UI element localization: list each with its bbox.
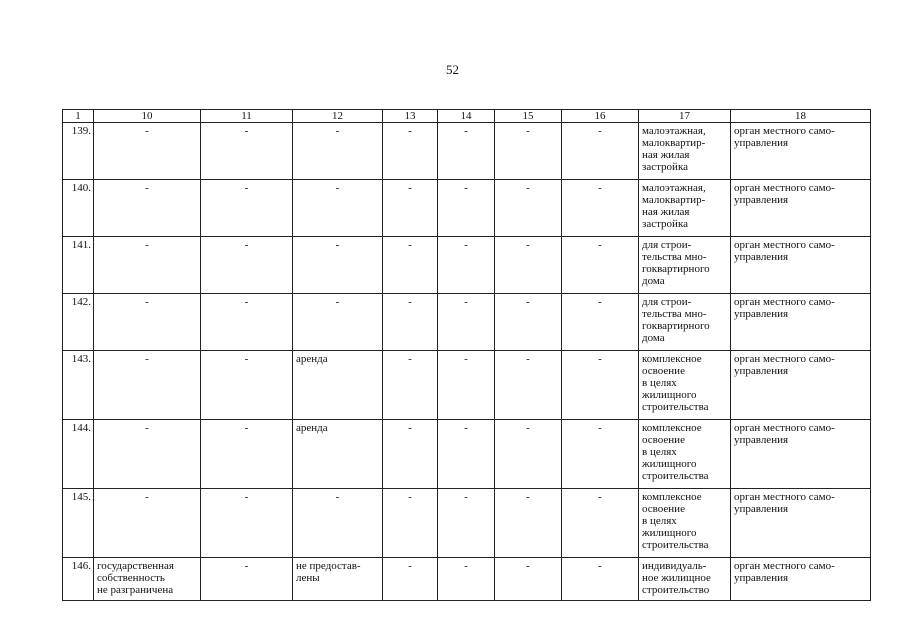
cell-text-line: освоение: [642, 434, 685, 446]
col18-cell: [731, 237, 871, 294]
cell-text-line: управления: [734, 251, 789, 263]
col17-cell: [639, 489, 731, 558]
cell-text-line: в целях: [642, 446, 677, 458]
col11-cell: -: [201, 489, 293, 558]
col16-cell: -: [562, 489, 639, 558]
col11-cell: -: [201, 420, 293, 489]
cell-text-line: комплексное: [642, 491, 702, 503]
col12-cell: -: [293, 180, 383, 237]
cell-text-line: малоэтажная,: [642, 182, 706, 194]
cell-text-line: управления: [734, 308, 789, 320]
cell-text-line: орган местного само-: [734, 296, 835, 308]
row-number-cell: 143.: [63, 351, 94, 420]
col15-cell: -: [495, 237, 562, 294]
cell-text-line: орган местного само-: [734, 422, 835, 434]
col18-cell: [731, 351, 871, 420]
cell-text-line: не разграничена: [97, 584, 174, 596]
cell-text-line: освоение: [642, 503, 685, 515]
col17-cell: [639, 294, 731, 351]
col10-cell: -: [94, 237, 201, 294]
cell-text-line: строительства: [642, 539, 709, 551]
col13-cell: -: [383, 123, 438, 180]
cell-text-line: ная жилая: [642, 149, 690, 161]
row-number-cell: 145.: [63, 489, 94, 558]
col18-cell: [731, 489, 871, 558]
col12-cell: аренда: [293, 351, 383, 420]
row-number-cell: 142.: [63, 294, 94, 351]
col11-cell: -: [201, 180, 293, 237]
column-header-18: 18: [731, 110, 871, 123]
col17-cell: [639, 180, 731, 237]
cell-text-line: жилищного: [642, 527, 697, 539]
table-row: [63, 237, 871, 294]
cell-text-line: дома: [642, 332, 665, 344]
col10-cell: -: [94, 489, 201, 558]
col15-cell: -: [495, 180, 562, 237]
column-header-10: 10: [94, 110, 201, 123]
column-header-14: 14: [438, 110, 495, 123]
cell-text-line: строительства: [642, 470, 709, 482]
col16-cell: -: [562, 420, 639, 489]
row-number-cell: 144.: [63, 420, 94, 489]
col14-cell: -: [438, 294, 495, 351]
column-header-13: 13: [383, 110, 438, 123]
cell-text-line: строительства: [642, 401, 709, 413]
col16-cell: -: [562, 237, 639, 294]
row-number-cell: 141.: [63, 237, 94, 294]
cell-text-line: управления: [734, 572, 789, 584]
cell-text-line: орган местного само-: [734, 239, 835, 251]
cell-text-line: для строи-: [642, 239, 692, 251]
cell-text-line: комплексное: [642, 422, 702, 434]
col13-cell: -: [383, 558, 438, 601]
col12-cell: -: [293, 123, 383, 180]
cell-text-line: орган местного само-: [734, 125, 835, 137]
col16-cell: -: [562, 180, 639, 237]
col12-cell: аренда: [293, 420, 383, 489]
cell-text-line: лены: [296, 572, 320, 584]
cell-text-line: орган местного само-: [734, 560, 835, 572]
row-number-cell: 146.: [63, 558, 94, 601]
cell-text-line: управления: [734, 434, 789, 446]
cell-text-line: орган местного само-: [734, 353, 835, 365]
col17-cell: [639, 237, 731, 294]
cell-text-line: собственность: [97, 572, 165, 584]
cell-text-line: орган местного само-: [734, 182, 835, 194]
cell-text-line: орган местного само-: [734, 491, 835, 503]
row-number-cell: 140.: [63, 180, 94, 237]
cell-text-line: гоквартирного: [642, 320, 710, 332]
table-body: [63, 123, 871, 601]
col13-cell: -: [383, 180, 438, 237]
column-header-17: 17: [639, 110, 731, 123]
column-header-1: 1: [63, 110, 94, 123]
col10-cell: -: [94, 420, 201, 489]
cell-text-line: управления: [734, 365, 789, 377]
col15-cell: -: [495, 489, 562, 558]
cell-text-line: строительство: [642, 584, 710, 596]
cell-text-line: индивидуаль-: [642, 560, 707, 572]
col13-cell: -: [383, 294, 438, 351]
col16-cell: -: [562, 558, 639, 601]
col11-cell: -: [201, 123, 293, 180]
header-row: [63, 110, 871, 123]
col17-cell: [639, 420, 731, 489]
cell-text-line: застройка: [642, 161, 688, 173]
col12-cell: -: [293, 294, 383, 351]
table-row: [63, 180, 871, 237]
cell-text-line: малоэтажная,: [642, 125, 706, 137]
col14-cell: -: [438, 489, 495, 558]
column-header-12: 12: [293, 110, 383, 123]
col14-cell: -: [438, 237, 495, 294]
cell-text-line: тельства мно-: [642, 251, 707, 263]
col15-cell: -: [495, 558, 562, 601]
col13-cell: -: [383, 489, 438, 558]
col14-cell: -: [438, 123, 495, 180]
cell-text-line: не предостав-: [296, 560, 361, 572]
col13-cell: -: [383, 237, 438, 294]
cell-text-line: жилищного: [642, 458, 697, 470]
col11-cell: -: [201, 351, 293, 420]
land-plots-table: [62, 109, 871, 601]
cell-text-line: дома: [642, 275, 665, 287]
cell-text-line: ная жилая: [642, 206, 690, 218]
col11-cell: -: [201, 294, 293, 351]
col18-cell: [731, 180, 871, 237]
cell-text-line: управления: [734, 137, 789, 149]
col10-cell: -: [94, 294, 201, 351]
cell-text-line: для строи-: [642, 296, 692, 308]
cell-text-line: тельства мно-: [642, 308, 707, 320]
cell-text-line: в целях: [642, 515, 677, 527]
table-row: [63, 489, 871, 558]
cell-text-line: застройка: [642, 218, 688, 230]
table-row: [63, 420, 871, 489]
col18-cell: [731, 558, 871, 601]
col13-cell: -: [383, 420, 438, 489]
cell-text-line: малоквартир-: [642, 194, 706, 206]
col16-cell: -: [562, 123, 639, 180]
col17-cell: [639, 123, 731, 180]
page-number: 52: [446, 62, 459, 77]
col14-cell: -: [438, 420, 495, 489]
col14-cell: -: [438, 351, 495, 420]
cell-text-line: малоквартир-: [642, 137, 706, 149]
col18-cell: [731, 123, 871, 180]
col17-cell: [639, 558, 731, 601]
cell-text-line: управления: [734, 194, 789, 206]
col10-cell: -: [94, 351, 201, 420]
col13-cell: -: [383, 351, 438, 420]
cell-text-line: в целях: [642, 377, 677, 389]
column-header-11: 11: [201, 110, 293, 123]
col14-cell: -: [438, 558, 495, 601]
col15-cell: -: [495, 294, 562, 351]
col15-cell: -: [495, 420, 562, 489]
cell-text-line: гоквартирного: [642, 263, 710, 275]
cell-text-line: комплексное: [642, 353, 702, 365]
col11-cell: -: [201, 558, 293, 601]
col14-cell: -: [438, 180, 495, 237]
table-row: [63, 294, 871, 351]
cell-text-line: государственная: [97, 560, 174, 572]
col15-cell: -: [495, 123, 562, 180]
col12-cell: [293, 558, 383, 601]
cell-text-line: управления: [734, 503, 789, 515]
col10-cell: [94, 558, 201, 601]
column-header-15: 15: [495, 110, 562, 123]
cell-text-line: освоение: [642, 365, 685, 377]
col15-cell: -: [495, 351, 562, 420]
col16-cell: -: [562, 351, 639, 420]
col17-cell: [639, 351, 731, 420]
col18-cell: [731, 420, 871, 489]
col12-cell: -: [293, 489, 383, 558]
col11-cell: -: [201, 237, 293, 294]
table-row: [63, 351, 871, 420]
cell-text-line: ное жилищное: [642, 572, 711, 584]
col12-cell: -: [293, 237, 383, 294]
row-number-cell: 139.: [63, 123, 94, 180]
col18-cell: [731, 294, 871, 351]
col10-cell: -: [94, 180, 201, 237]
table-row: [63, 123, 871, 180]
table-row: [63, 558, 871, 601]
column-header-16: 16: [562, 110, 639, 123]
col10-cell: -: [94, 123, 201, 180]
cell-text-line: жилищного: [642, 389, 697, 401]
col16-cell: -: [562, 294, 639, 351]
